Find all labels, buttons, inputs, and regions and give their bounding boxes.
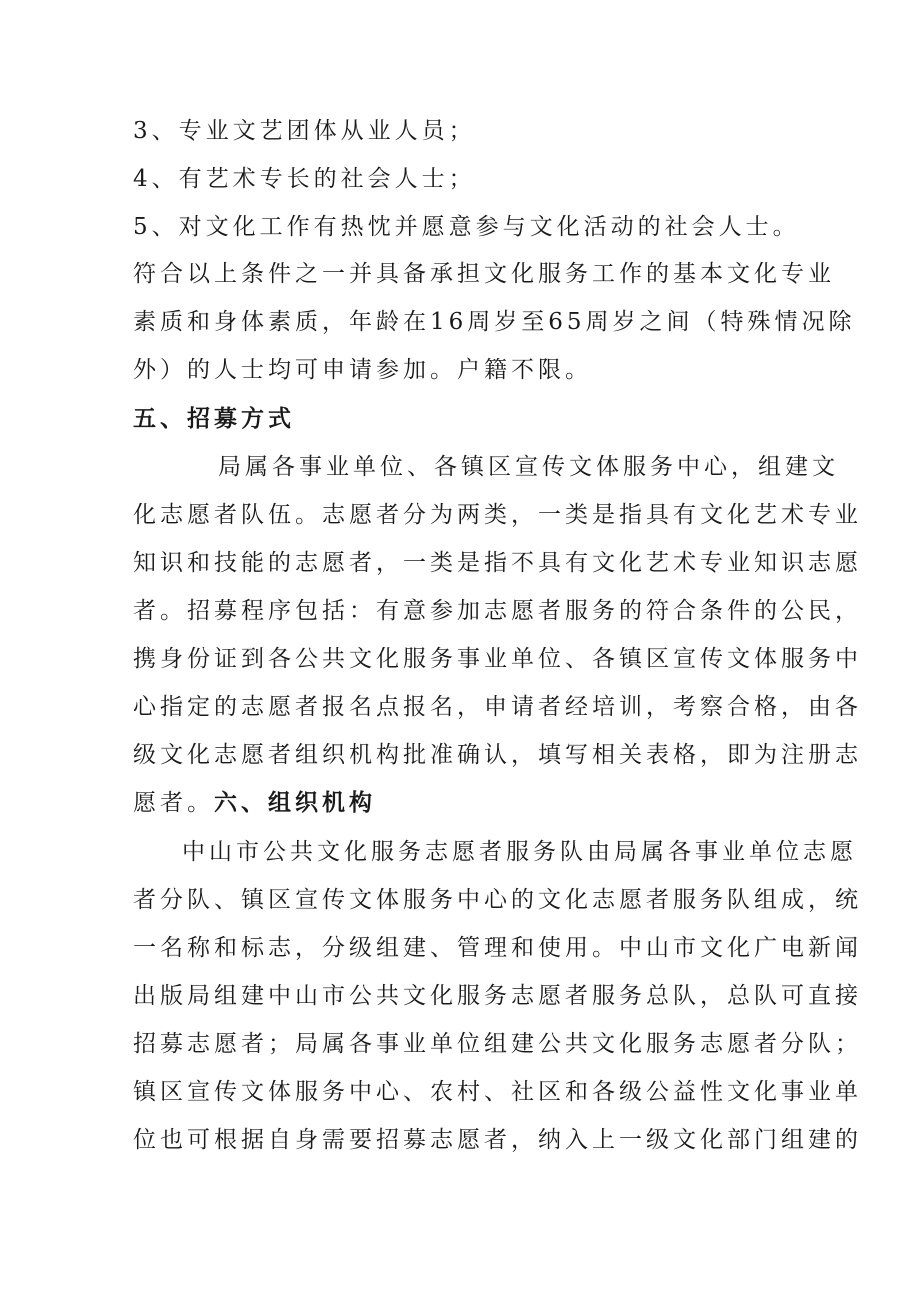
paragraph-line: 级文化志愿者组织机构批准确认，填写相关表格，即为注册志 [133, 742, 862, 768]
paragraph-text: 愿者。 [133, 790, 214, 816]
paragraph-line: 携身份证到各公共文化服务事业单位、各镇区宣传文体服务中 [133, 646, 862, 672]
paragraph-line: 镇区宣传文体服务中心、农村、社区和各级公益性文化事业单 [133, 1079, 862, 1105]
paragraph-line: 外）的人士均可申请参加。户籍不限。 [133, 357, 592, 383]
paragraph-line: 一名称和标志，分级组建、管理和使用。中山市文化广电新闻 [133, 935, 862, 961]
paragraph-line: 出版局组建中山市公共文化服务志愿者服务总队，总队可直接 [133, 983, 862, 1009]
paragraph-line: 者。招募程序包括：有意参加志愿者服务的符合条件的公民， [133, 598, 862, 624]
section-heading-organization: 六、组织机构 [214, 790, 376, 816]
list-item-4: 4、有艺术专长的社会人士； [133, 166, 476, 192]
list-item-3: 3、专业文艺团体从业人员； [133, 118, 476, 144]
paragraph-line: 心指定的志愿者报名点报名，申请者经培训，考察合格，由各 [133, 694, 862, 720]
paragraph-line: 局属各事业单位、各镇区宣传文体服务中心，组建文 [218, 454, 839, 480]
paragraph-line: 中山市公共文化服务志愿者服务队由局属各事业单位志愿 [182, 839, 857, 865]
paragraph-line: 知识和技能的志愿者，一类是指不具有文化艺术专业知识志愿 [133, 550, 862, 576]
paragraph-line: 位也可根据自身需要招募志愿者，纳入上一级文化部门组建的 [133, 1127, 862, 1153]
paragraph-line: 招募志愿者；局属各事业单位组建公共文化服务志愿者分队； [133, 1031, 862, 1057]
paragraph-line-with-heading [133, 788, 376, 818]
paragraph-line: 符合以上条件之一并具备承担文化服务工作的基本文化专业 [133, 261, 835, 287]
paragraph-line: 素质和身体素质，年龄在16周岁至65周岁之间（特殊情况除 [133, 309, 856, 335]
paragraph-line: 者分队、镇区宣传文体服务中心的文化志愿者服务队组成，统 [133, 887, 862, 913]
section-heading-recruitment: 五、招募方式 [133, 406, 295, 432]
paragraph-line: 化志愿者队伍。志愿者分为两类，一类是指具有文化艺术专业 [133, 502, 862, 528]
list-item-5: 5、对文化工作有热忱并愿意参与文化活动的社会人士。 [133, 214, 800, 240]
